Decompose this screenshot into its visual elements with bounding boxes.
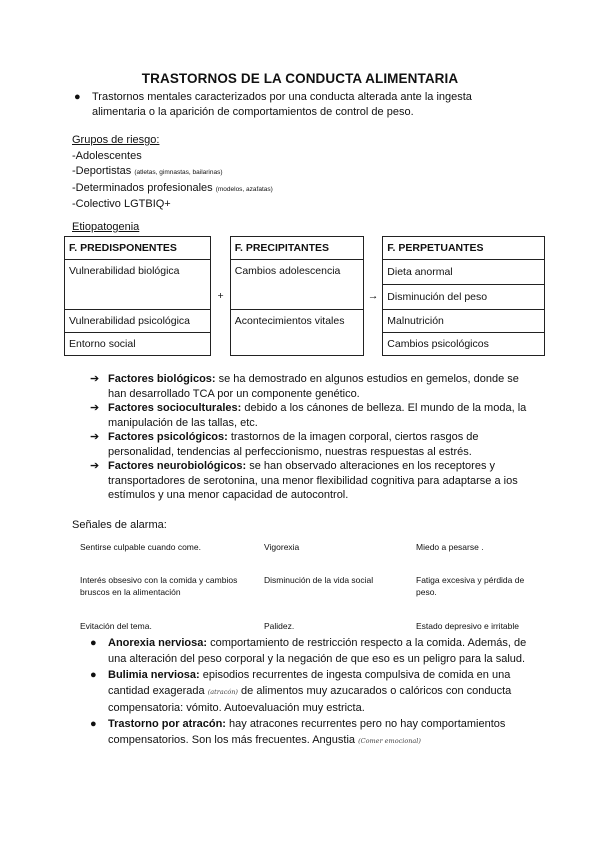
alarm-sign: Miedo a pesarse . xyxy=(416,542,484,552)
table-header: F. PREDISPONENTES xyxy=(65,237,211,260)
bullet-icon: ● xyxy=(90,718,97,730)
handwritten-note: (atletas, gimnastas, bailarinas) xyxy=(134,169,223,176)
handwritten-note: (modelos, azafatas) xyxy=(215,185,273,193)
alarm-sign: Disminución de la vida social xyxy=(264,575,374,585)
table-cell: Dieta anormal xyxy=(383,260,545,285)
arrow-icon: ➔ xyxy=(90,431,100,443)
disorders-list xyxy=(90,635,530,749)
intro-text: Trastornos mentales caracterizados por una conducta alterada ante la ingesta alimentaria o la aparición de comportamientos de control de peso. xyxy=(92,91,472,118)
risk-groups-heading: Grupos de riesgo: xyxy=(72,134,160,146)
table-row xyxy=(65,310,545,333)
risk-group-item: -Deportistas (atletas, gimnastas, bailarinas) xyxy=(72,165,223,177)
handwritten-note: (Comer emocional) xyxy=(358,737,421,745)
table-cell: Vulnerabilidad psicológica xyxy=(65,310,211,333)
list-item: ➔ Factores neurobiológicos: se han observado alteraciones en los receptores y transportadores de serotonina, una menor flexibilidad cognitiva para adaptarse a ios estímulos y una menor capacidad de autocontrol. xyxy=(90,460,518,501)
alarm-sign: Evitación del tema. xyxy=(80,621,152,631)
bullet-icon: ● xyxy=(74,91,81,103)
table-row xyxy=(65,260,545,285)
intro-paragraph xyxy=(74,90,512,120)
risk-groups xyxy=(72,133,273,213)
alarm-sign: Vigorexia xyxy=(264,542,300,552)
table-cell: Acontecimientos vitales xyxy=(230,310,363,356)
list-item: ➔ Factores biológicos: se ha demostrado en algunos estudios en gemelos, donde se han desarrollado TCA por un componente genético. xyxy=(90,373,519,400)
factors-list xyxy=(90,372,530,503)
arrow-cell xyxy=(363,237,382,356)
table-header: F. PRECIPITANTES xyxy=(230,237,363,260)
risk-group-item: -Adolescentes xyxy=(72,149,142,162)
bullet-icon: ● xyxy=(90,637,97,649)
table-cell: Entorno social xyxy=(65,333,211,356)
page-title: TRASTORNOS DE LA CONDUCTA ALIMENTARIA xyxy=(141,71,459,86)
arrow-icon: ➔ xyxy=(90,402,100,414)
bullet-icon: ● xyxy=(90,669,97,681)
table-header: F. PERPETUANTES xyxy=(383,237,545,260)
alarm-sign: Palidez. xyxy=(264,621,295,631)
arrow-icon: ➔ xyxy=(90,373,100,385)
list-item: ➔ Factores socioculturales: debido a los cánones de belleza. El mundo de la moda, la manipulación de las tallas, etc. xyxy=(90,402,527,429)
risk-group-item: -Determinados profesionales (modelos, azafatas) xyxy=(72,181,273,194)
etiology-heading: Etiopatogenia xyxy=(72,221,140,233)
list-item: ➔ Factores psicológicos: trastornos de la imagen corporal, ciertos rasgos de personalidad, tendencias al perfeccionismo, nuestras respuestas al estrés. xyxy=(90,431,479,458)
table-cell: Cambios adolescencia xyxy=(230,260,363,310)
arrow-right-icon: → xyxy=(367,290,379,302)
alarm-sign: Estado depresivo e irritable xyxy=(416,621,520,631)
alarm-sign: Sentirse culpable cuando come. xyxy=(80,542,201,552)
list-item: ● Trastorno por atracón: hay atracones recurrentes pero no hay comportamientos compensatorios. Son los más frecuentes. Angustia (Comer emocional) xyxy=(90,718,506,746)
handwritten-note: (atracón) xyxy=(207,688,238,696)
arrow-icon: ➔ xyxy=(90,460,100,472)
table-cell: Cambios psicológicos xyxy=(383,333,545,356)
alarm-sign: Interés obsesivo con la comida y cambios bruscos en la alimentación xyxy=(80,575,238,597)
alarm-sign: Fatiga excesiva y pérdida de peso. xyxy=(416,575,525,597)
table-cell: Disminución del peso xyxy=(383,285,545,310)
table-cell: Vulnerabilidad biológica xyxy=(65,260,211,310)
etiology-table xyxy=(64,236,545,356)
plus-icon: + xyxy=(217,290,224,302)
list-item: ● Anorexia nerviosa: comportamiento de restricción respecto a la comida. Además, de una alteración del peso corporal y la negación de que eso es un peligro para la salud. xyxy=(90,637,527,665)
alarm-signs-heading: Señales de alarma: xyxy=(72,519,167,531)
plus-cell xyxy=(211,237,230,356)
risk-group-item: -Colectivo LGTBIQ+ xyxy=(72,198,171,210)
table-cell: Malnutrición xyxy=(383,310,545,333)
list-item: ● Bulimia nerviosa: episodios recurrentes de ingesta compulsiva de comida en una cantidad exagerada (atracón) de alimentos muy azucarados o calóricos con conducta compensatoria: vómito. Autoevaluación muy estricta. xyxy=(90,669,512,714)
table-row xyxy=(65,237,545,260)
